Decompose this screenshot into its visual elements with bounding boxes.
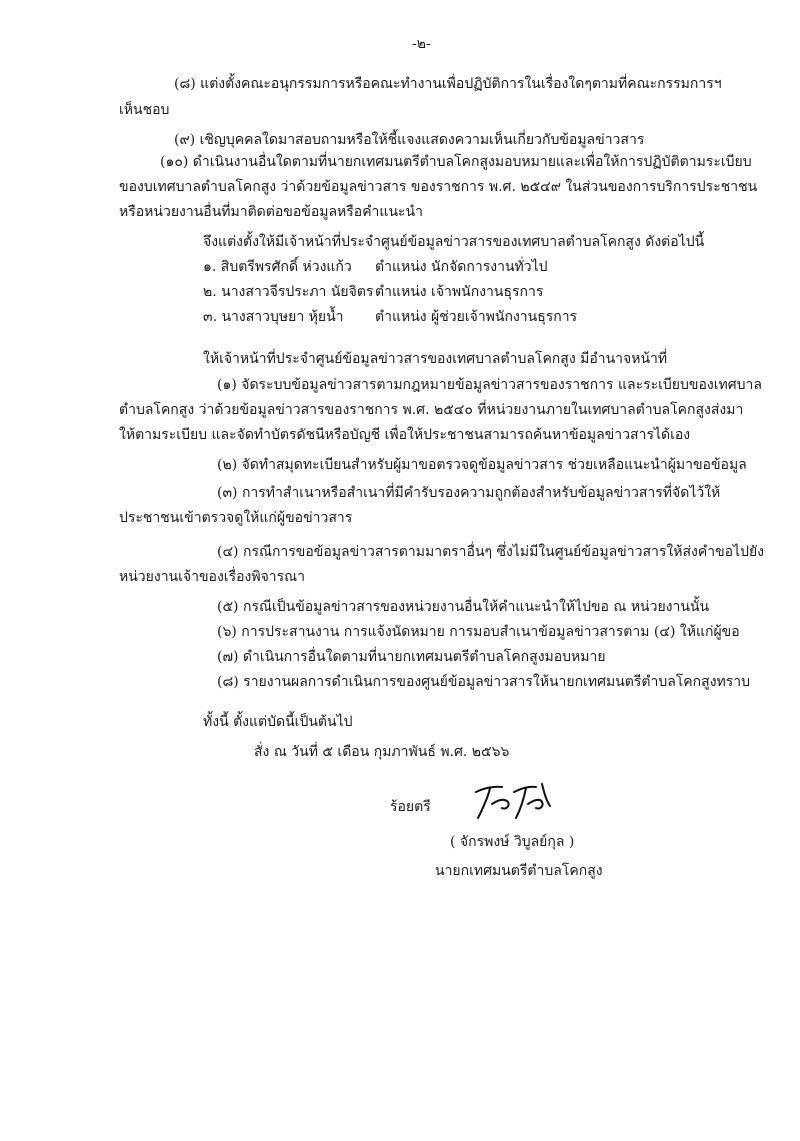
- duty-4-line-2: หน่วยงานเจ้าของเรื่องพิจารณา: [119, 569, 306, 585]
- duty-5-line-1: (๕) กรณีเป็นข้อมูลข่าวสารของหน่วยงานอื่นให้คำแนะนำให้ไปขอ ณ หน่วยงานนั้น: [217, 599, 710, 615]
- handwritten-signature: [470, 778, 560, 822]
- duty-2-line-1: (๒) จัดทำสมุดทะเบียนสำหรับผู้มาขอตรวจดูข้อมูลข่าวสาร ช่วยเหลือแนะนำผู้มาขอข้อมูล: [217, 457, 747, 473]
- item-8-line-2: เห็นชอบ: [119, 102, 170, 118]
- duty-6-line-1: (๖) การประสานงาน การแจ้งนัดหมาย การมอบสำเนาข้อมูลข่าวสารตาม (๔) ให้แก่ผู้ขอ: [217, 624, 740, 640]
- duties-intro: ให้เจ้าหน้าที่ประจำศูนย์ข้อมูลข่าวสารของเทศบาลตำบลโคกสูง มีอำนาจหน้าที่: [203, 351, 668, 367]
- official-position: ตำแหน่ง เจ้าพนักงานธุรการ: [375, 284, 544, 300]
- duty-8-line-1: (๘) รายงานผลการดำเนินการของศูนย์ข้อมูลข่าวสารให้นายกเทศมนตรีตำบลโคกสูงทราบ: [217, 674, 751, 690]
- item-8-line-1: (๘) แต่งตั้งคณะอนุกรรมการหรือคณะทำงานเพื่อปฏิบัติการในเรื่องใดๆตามที่คณะกรรมการฯ: [174, 76, 722, 92]
- duty-4-line-1: (๔) กรณีการขอข้อมูลข่าวสารตามมาตราอื่นๆ ซึ่งไม่มีในศูนย์ข้อมูลข่าวสารให้ส่งคำขอไปยัง: [217, 544, 765, 560]
- official-row: [203, 308, 577, 326]
- official-row: [203, 258, 548, 276]
- signatory-name: ( จักรพงษ์ วิบูลย์กุล ): [450, 834, 575, 850]
- signature-rank: ร้อยตรี: [390, 799, 431, 815]
- official-name: ๑. สิบตรีพรศักดิ์ ห่วงแก้ว: [203, 259, 352, 275]
- item-9-line-1: (๙) เชิญบุคคลใดมาสอบถามหรือให้ชี้แจงแสดงความเห็นเกี่ยวกับข้อมูลข่าวสาร: [174, 132, 645, 148]
- duty-1-line-3: ให้ตามระเบียบ และจัดทำบัตรดัชนีหรือบัญชี เพื่อให้ประชาชนสามารถค้นหาข้อมูลข่าวสารได้เอง: [119, 427, 691, 443]
- item-10-line-3: หรือหน่วยงานอื่นที่มาติดต่อขอข้อมูลหรือคำแนะนำ: [119, 204, 423, 220]
- duty-7-line-1: (๗) ดำเนินการอื่นใดตามที่นายกเทศมนตรีตำบลโคกสูงมอบหมาย: [217, 649, 606, 665]
- duty-1-line-2: ตำบลโคกสูง ว่าด้วยข้อมูลข่าวสารของราชการ พ.ศ. ๒๕๔๐ ที่หน่วยงานภายในเทศบาลตำบลโคกสูงส่งมา: [119, 402, 744, 418]
- appointment-intro: จึงแต่งตั้งให้มีเจ้าหน้าที่ประจำศูนย์ข้อมูลข่าวสารของเทศบาลตำบลโคกสูง ดังต่อไปนี้: [203, 234, 705, 250]
- item-10-line-1: (๑๐) ดำเนินงานอื่นใดตามที่นายกเทศมนตรีตำบลโคกสูงมอบหมายและเพื่อให้การปฏิบัติตามระเบียบ: [160, 154, 752, 170]
- duty-1-line-1: (๑) จัดระบบข้อมูลข่าวสารตามกฎหมายข้อมูลข่าวสารของราชการ และระเบียบของเทศบาล: [217, 377, 762, 393]
- official-name: ๓. นางสาวบุษยา หุ้ยน้ำ: [203, 309, 344, 325]
- official-position: ตำแหน่ง นักจัดการงานทั่วไป: [375, 259, 548, 275]
- duty-3-line-1: (๓) การทำสำเนาหรือสำเนาที่มีคำรับรองความถูกต้องสำหรับข้อมูลข่าวสารที่จัดไว้ให้: [217, 485, 721, 501]
- official-name: ๒. นางสาวจีรประภา นัยจิตร: [203, 284, 374, 300]
- order-date: สั่ง ณ วันที่ ๕ เดือน กุมภาพันธ์ พ.ศ. ๒๕๖๖: [254, 744, 510, 760]
- effective-statement: ทั้งนี้ ตั้งแต่บัดนี้เป็นต้นไป: [203, 714, 353, 730]
- duty-3-line-2: ประชาชนเข้าตรวจดูให้แก่ผู้ขอข่าวสาร: [119, 510, 353, 526]
- signatory-title: นายกเทศมนตรีตำบลโคกสูง: [435, 863, 603, 879]
- item-10-line-2: ของบเทศบาลตำบลโคกสูง ว่าด้วยข้อมูลข่าวสาร ของราชการ พ.ศ. ๒๕๔๙ ในส่วนของการบริการประชาชน: [119, 179, 758, 195]
- page-number: -๒-: [412, 36, 431, 52]
- official-position: ตำแหน่ง ผู้ช่วยเจ้าพนักงานธุรการ: [375, 309, 578, 325]
- official-row: [203, 283, 543, 301]
